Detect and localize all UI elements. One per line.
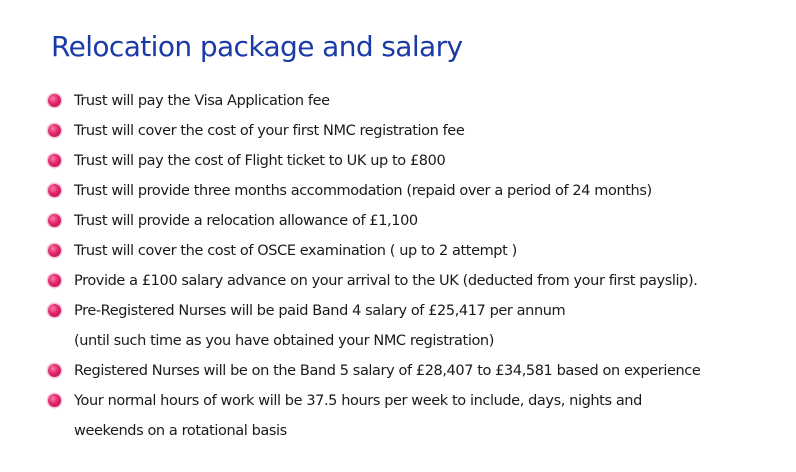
bullet-text: Registered Nurses will be on the Band 5 salary of £28,407 to £34,581 based on experience	[74, 363, 701, 379]
bullet-dot-icon	[48, 94, 61, 107]
bullet-item	[44, 86, 784, 116]
bullet-text: Provide a £100 salary advance on your arrival to the UK (deducted from your first payslip).	[74, 273, 698, 289]
slide-title: Relocation package and salary	[51, 30, 463, 63]
bullet-dot-icon	[48, 274, 61, 287]
bullet-dot-icon	[48, 184, 61, 197]
bullet-dot-icon	[48, 154, 61, 167]
bullet-item	[44, 236, 784, 266]
bullet-dot-icon	[48, 214, 61, 227]
bullet-text: Pre-Registered Nurses will be paid Band 4 salary of £25,417 per annum	[74, 303, 566, 319]
bullet-text: Trust will cover the cost of your first NMC registration fee	[74, 123, 465, 139]
bullet-text: Trust will provide a relocation allowance of £1,100	[74, 213, 418, 229]
bullet-continuation-text: weekends on a rotational basis	[74, 423, 287, 439]
bullet-dot-icon	[48, 124, 61, 137]
bullet-text: Your normal hours of work will be 37.5 hours per week to include, days, nights and	[74, 393, 642, 409]
bullet-item	[44, 266, 784, 296]
bullet-dot-icon	[48, 394, 61, 407]
bullet-continuation-text: (until such time as you have obtained your NMC registration)	[74, 333, 494, 349]
bullet-dot-icon	[48, 364, 61, 377]
bullet-text: Trust will provide three months accommodation (repaid over a period of 24 months)	[74, 183, 652, 199]
bullet-item	[44, 176, 784, 206]
bullet-item	[44, 206, 784, 236]
bullet-text: Trust will pay the cost of Flight ticket to UK up to £800	[74, 153, 446, 169]
bullet-item	[44, 386, 784, 446]
bullet-item	[44, 146, 784, 176]
bullet-item	[44, 296, 784, 356]
bullet-dot-icon	[48, 304, 61, 317]
bullet-item	[44, 356, 784, 386]
bullet-text: Trust will cover the cost of OSCE examination ( up to 2 attempt )	[74, 243, 517, 259]
bullet-text: Trust will pay the Visa Application fee	[74, 93, 330, 109]
bullet-dot-icon	[48, 244, 61, 257]
bullet-list	[44, 86, 784, 446]
bullet-item	[44, 116, 784, 146]
